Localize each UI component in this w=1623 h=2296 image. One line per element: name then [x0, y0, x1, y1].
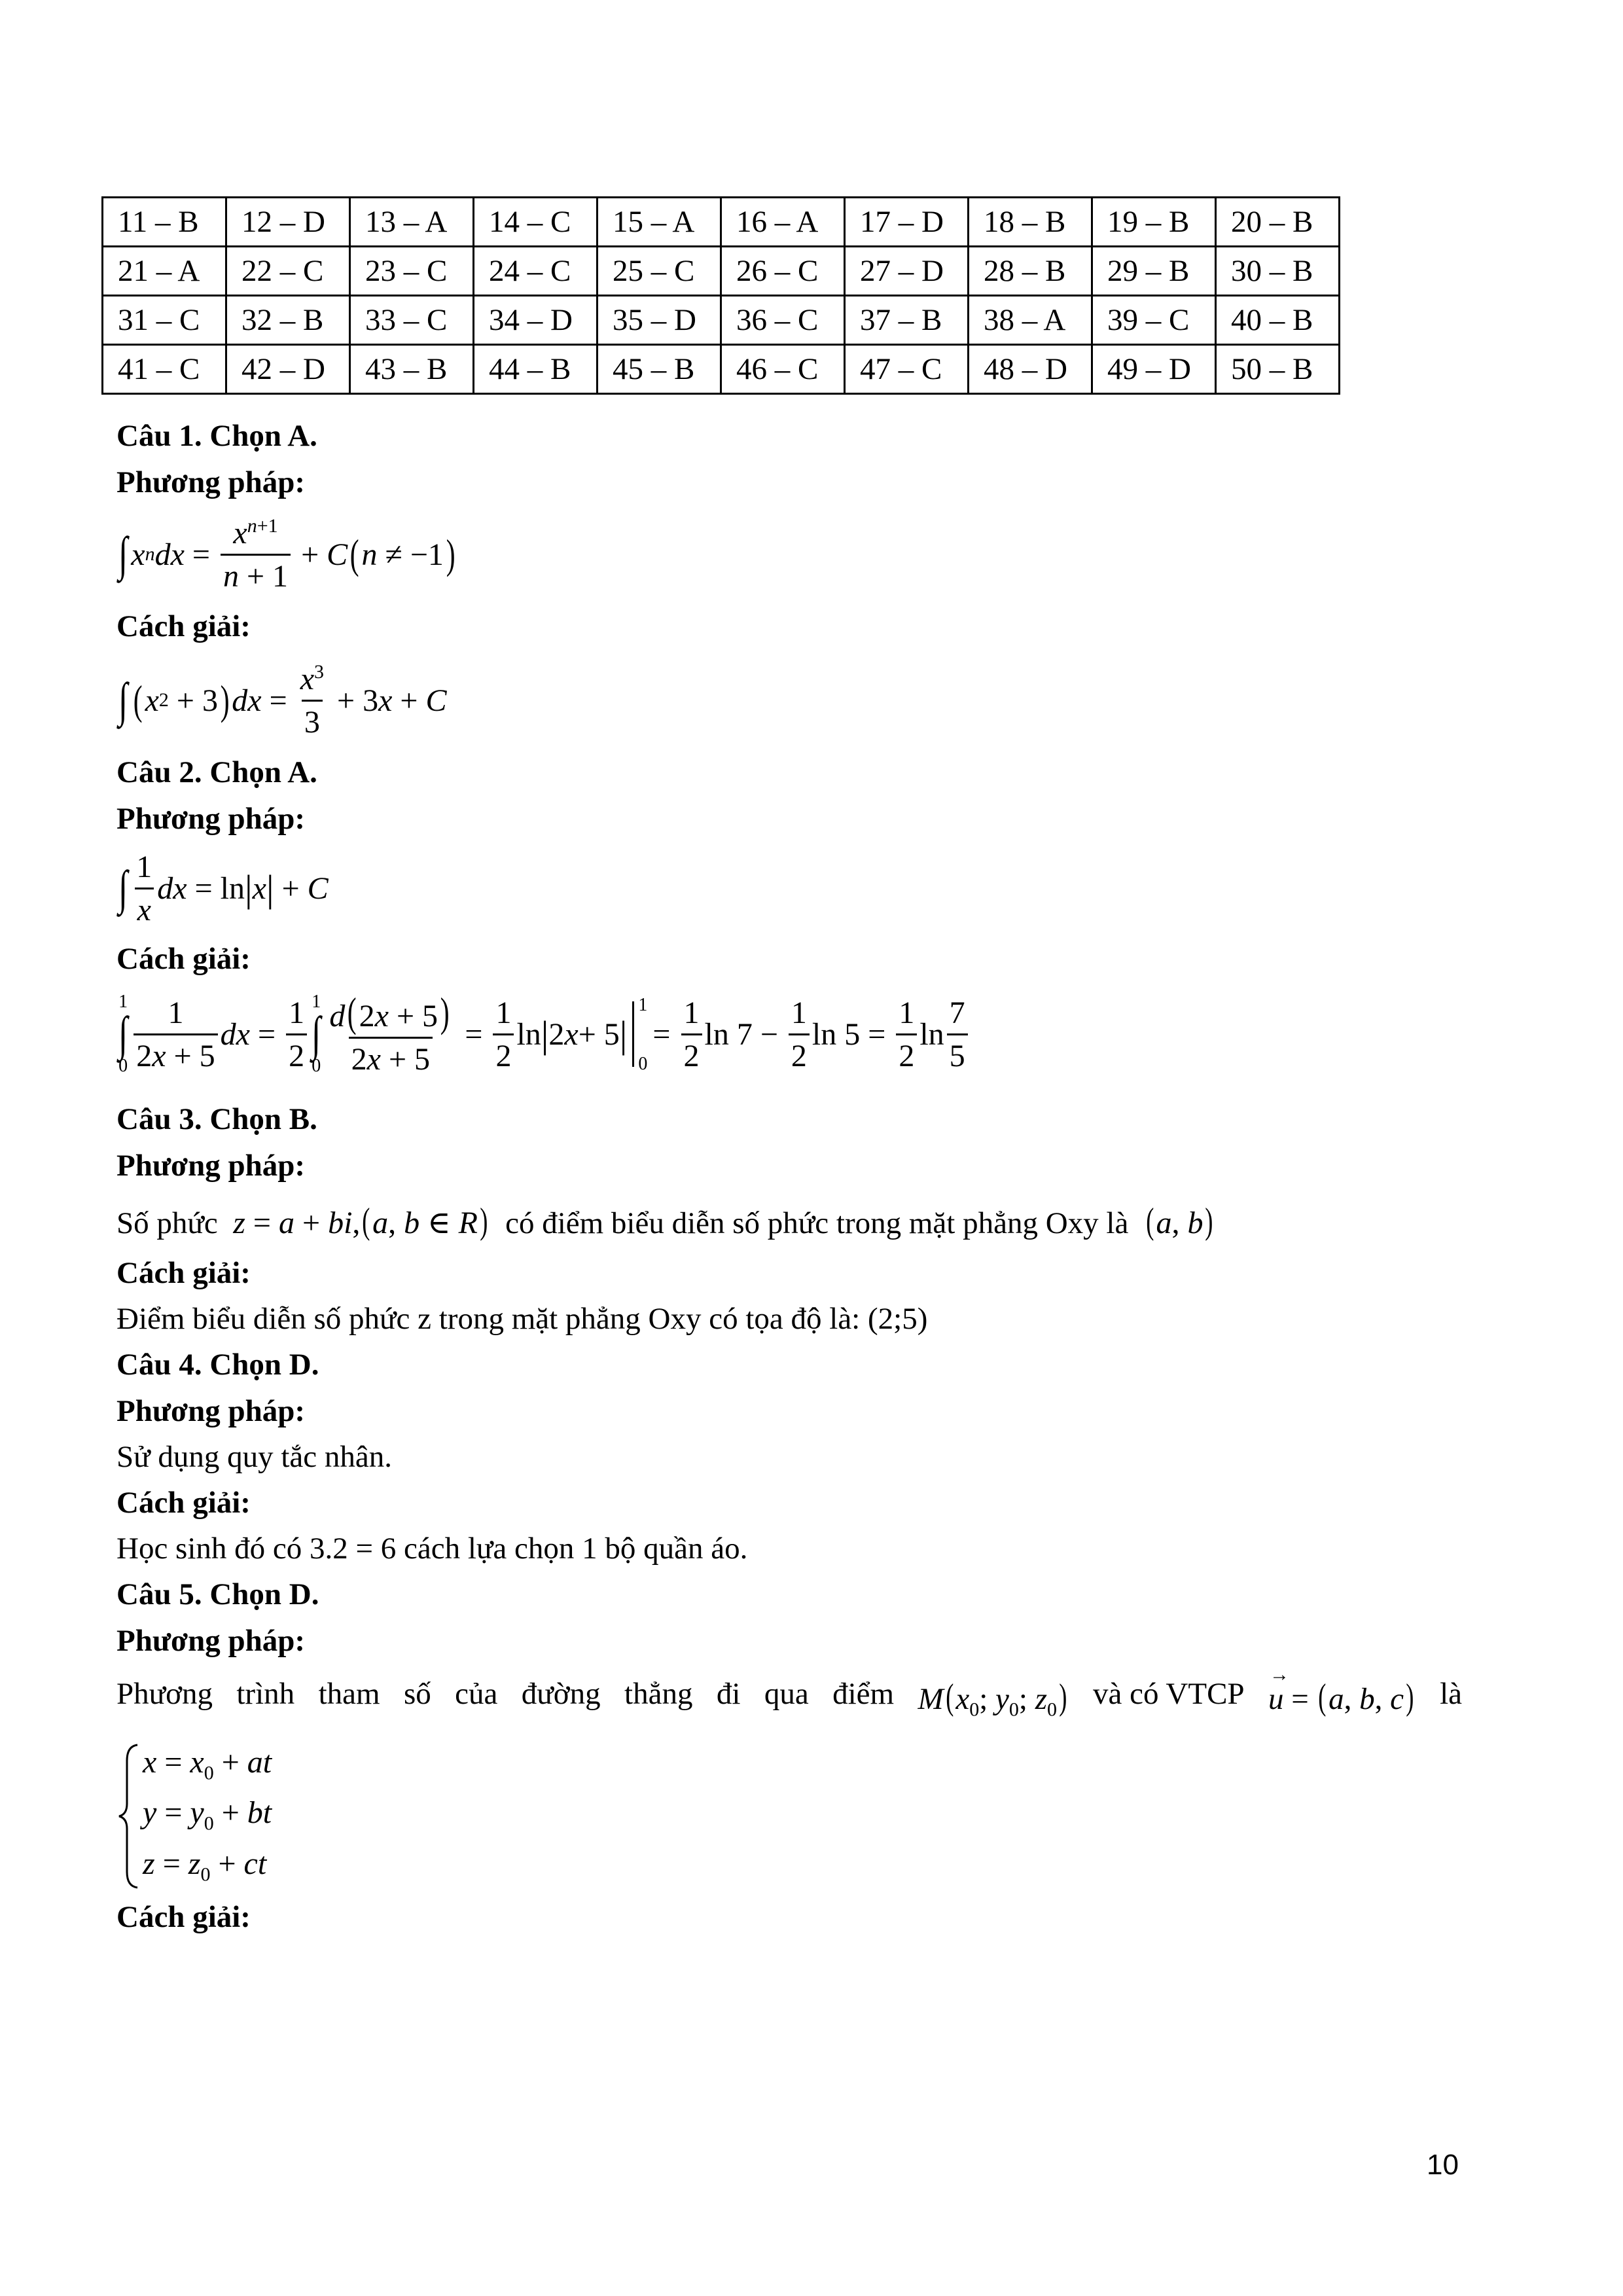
q5-point-formula: $M(x_0$; $y_0$; $z_0$)	[918, 1677, 1067, 1721]
answer-row	[103, 296, 1340, 345]
answer-cell: 39 – C	[1092, 296, 1216, 345]
answer-cell: 13 – A	[350, 198, 474, 247]
answer-row	[103, 345, 1340, 394]
q1-method-formula: ∫ x n dx = $\frac{x^{n+1}}{n + 1}$ + C ( n ≠ −1 )	[118, 514, 455, 594]
answer-cell: 26 – C	[721, 247, 845, 296]
answer-cell: 24 – C	[474, 247, 597, 296]
q5-method-word: điểm	[832, 1677, 895, 1711]
q3-solution-text: Điểm biểu diễn số phức z trong mặt phẳng Oxy có tọa độ là: (2;5)	[116, 1302, 928, 1336]
answer-cell: 20 – B	[1216, 198, 1340, 247]
q5-method-and: và có VTCP	[1093, 1677, 1245, 1711]
answer-key-table	[101, 196, 1340, 395]
answer-cell: 49 – D	[1092, 345, 1216, 394]
answer-cell: 48 – D	[969, 345, 1092, 394]
q4-solution-text: Học sinh đó có 3.2 = 6 cách lựa chọn 1 bộ quần áo.	[116, 1532, 748, 1566]
q5-method-end: là	[1440, 1677, 1462, 1711]
answer-cell: 12 – D	[226, 198, 350, 247]
q1-method-label: Phương pháp:	[116, 465, 306, 499]
q5-method-word: thẳng	[624, 1677, 693, 1711]
answer-cell: 18 – B	[969, 198, 1092, 247]
q5-method-word: đi	[716, 1677, 741, 1711]
q2-solution-label: Cách giải:	[116, 942, 251, 976]
answer-cell: 50 – B	[1216, 345, 1340, 394]
answer-cell: 30 – B	[1216, 247, 1340, 296]
q5-method-word: Phương	[116, 1677, 213, 1711]
q4-method-text: Sử dụng quy tắc nhân.	[116, 1440, 393, 1474]
answer-cell: 16 – A	[721, 198, 845, 247]
system-eq-y: $y = y_0$ + bt	[143, 1795, 272, 1835]
answer-cell: 21 – A	[103, 247, 226, 296]
answer-cell: 29 – B	[1092, 247, 1216, 296]
answer-cell: 47 – C	[845, 345, 969, 394]
q5-method-word: trình	[236, 1677, 295, 1711]
q2-method-label: Phương pháp:	[116, 802, 306, 836]
system-eq-z: $z = z_0$ + ct	[143, 1846, 267, 1886]
q2-heading: Câu 2. Chọn A.	[116, 755, 317, 789]
q4-heading: Câu 4. Chọn D.	[116, 1348, 319, 1382]
q4-method-label: Phương pháp:	[116, 1394, 306, 1428]
answer-cell: 37 – B	[845, 296, 969, 345]
answer-cell: 27 – D	[845, 247, 969, 296]
q3-method-text	[116, 1203, 1215, 1240]
q3-point-formula: (a, b)	[1146, 1201, 1213, 1242]
answer-cell: 25 – C	[597, 247, 721, 296]
q2-method-formula: ∫ $\frac{1}{x}$ dx = ln | x | + C	[118, 849, 329, 927]
answer-cell: 23 – C	[350, 247, 474, 296]
answer-row	[103, 247, 1340, 296]
q5-method-word: qua	[764, 1677, 809, 1711]
q5-vector-formula: u → = (a, b, c)	[1268, 1664, 1414, 1717]
q5-solution-label: Cách giải:	[116, 1900, 251, 1934]
answer-cell: 36 – C	[721, 296, 845, 345]
q3-method-prefix: Số phức	[116, 1206, 218, 1240]
q3-method-mid: có điểm biểu diễn số phức trong mặt phẳng Oxy là	[505, 1206, 1129, 1240]
answer-cell: 34 – D	[474, 296, 597, 345]
answer-cell: 33 – C	[350, 296, 474, 345]
system-eq-x: $x = x_0$ + at	[143, 1745, 272, 1784]
answer-cell: 42 – D	[226, 345, 350, 394]
answer-cell: 32 – B	[226, 296, 350, 345]
answer-cell: 28 – B	[969, 247, 1092, 296]
answer-cell: 11 – B	[103, 198, 226, 247]
answer-cell: 46 – C	[721, 345, 845, 394]
answer-cell: 19 – B	[1092, 198, 1216, 247]
answer-cell: 40 – B	[1216, 296, 1340, 345]
q5-method-word: tham	[318, 1677, 380, 1711]
q1-solution-label: Cách giải:	[116, 609, 251, 643]
answer-row	[103, 198, 1340, 247]
q5-method-label: Phương pháp:	[116, 1624, 306, 1658]
q1-solution-formula: ∫ ( x 2 + 3 ) dx = $\frac{x^3}{3}$ + 3 x + C	[118, 660, 447, 740]
q5-method-text	[116, 1664, 1462, 1721]
q1-heading: Câu 1. Chọn A.	[116, 419, 317, 453]
answer-cell: 17 – D	[845, 198, 969, 247]
q3-heading: Câu 3. Chọn B.	[116, 1102, 317, 1136]
answer-cell: 14 – C	[474, 198, 597, 247]
system-brace	[116, 1741, 143, 1892]
answer-cell: 22 – C	[226, 247, 350, 296]
q3-complex-formula: z = a + bi,(a, b ∈ R)	[233, 1201, 488, 1242]
q4-solution-label: Cách giải:	[116, 1486, 251, 1520]
q3-method-label: Phương pháp:	[116, 1149, 306, 1183]
answer-cell: 44 – B	[474, 345, 597, 394]
page-number: 10	[1427, 2149, 1459, 2181]
answer-cell: 45 – B	[597, 345, 721, 394]
answer-cell: 15 – A	[597, 198, 721, 247]
q5-method-word: số	[403, 1677, 431, 1711]
answer-cell: 41 – C	[103, 345, 226, 394]
q5-method-word: đường	[521, 1677, 601, 1711]
answer-cell: 38 – A	[969, 296, 1092, 345]
q3-solution-label: Cách giải:	[116, 1256, 251, 1290]
q5-method-word: của	[455, 1677, 498, 1711]
answer-cell: 43 – B	[350, 345, 474, 394]
answer-cell: 31 – C	[103, 296, 226, 345]
q2-solution-formula: 1 ∫ 0 $\frac{1}{2x + 5}$ dx = $\frac{1}{2}$ 1 ∫ 0 $\frac{d(2x + 5)}{2x + 5}$ = $\frac{1}{2}$ ln | 2 x + 5 | 1 0 = $\frac{1}{2}$ ln 7 − $\frac{1}{2}$ ln 5 = $\frac{1}{2}$ ln $\frac{7}{5}$	[116, 985, 971, 1083]
answer-cell: 35 – D	[597, 296, 721, 345]
q5-heading: Câu 5. Chọn D.	[116, 1577, 319, 1611]
